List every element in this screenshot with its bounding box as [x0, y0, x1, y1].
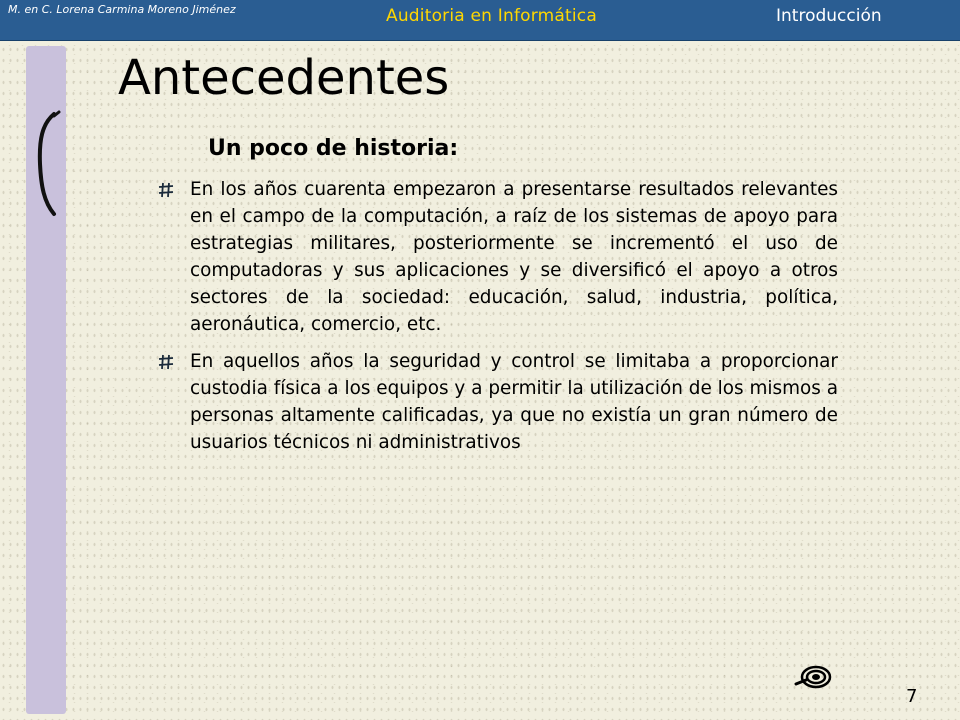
hash-star-icon: [158, 182, 174, 198]
section-title: Introducción: [776, 6, 882, 26]
spiral-icon: [794, 660, 834, 694]
header-bar: [0, 0, 960, 41]
slide-subtitle: Un poco de historia:: [208, 136, 459, 161]
course-title: Auditoria en Informática: [386, 6, 597, 26]
bullet-list: [158, 176, 838, 466]
bullet-text: En aquellos años la seguridad y control se limitaba a proporcionar custodia física a los equipos y a permitir la utilización de los mismos a personas altamente calificadas, ya que no existía un gran número de usuarios técnicos ni administrativos: [190, 351, 838, 453]
bullet-item: [158, 176, 838, 338]
page-number: 7: [906, 686, 918, 707]
slide-title: Antecedentes: [118, 50, 450, 106]
author-name: M. en C. Lorena Carmina Moreno Jiménez: [8, 3, 236, 16]
hash-star-icon: [158, 354, 174, 370]
bullet-item: [158, 348, 838, 456]
bracket-stroke-icon: [30, 110, 70, 220]
bullet-text: En los años cuarenta empezaron a presentarse resultados relevantes en el campo de la computación, a raíz de los sistemas de apoyo para estrategias militares, posteriormente se incrementó el uso de computadoras y sus aplicaciones y se diversificó el apoyo a otros sectores de la sociedad: educación, salud, industria, política, aeronáutica, comercio, etc.: [190, 179, 838, 335]
